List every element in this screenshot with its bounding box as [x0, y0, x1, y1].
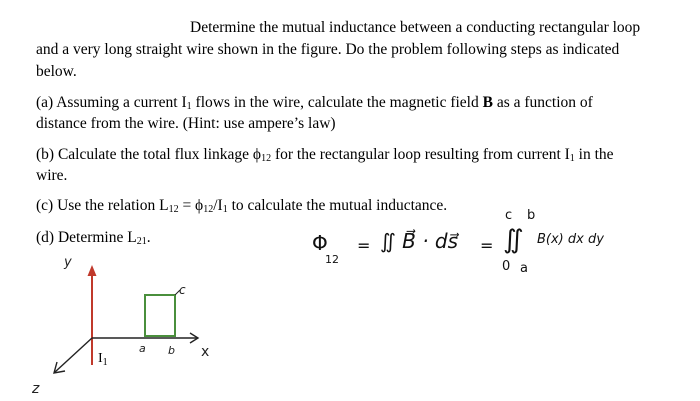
part-c-sub-1: 12: [168, 204, 179, 215]
wire-current-label: [98, 351, 108, 368]
part-b-suffix: for the rectangular loop resulting from current I: [271, 146, 570, 163]
part-b-prefix: (b) Calculate the total flux linkage ϕ: [36, 146, 262, 163]
label-a: a: [139, 342, 146, 355]
intro-text-1: Determine the mutual inductance between a conducting rectangular loop: [190, 19, 641, 36]
wire-arrow-icon: [88, 265, 97, 276]
part-a-suffix: as a function of: [492, 94, 593, 111]
y-axis-label: y: [64, 255, 72, 270]
x-axis-label: x: [201, 344, 210, 360]
part-a-bold-b: B: [482, 94, 493, 111]
z-axis-line: [55, 338, 92, 372]
part-c-prefix: (c) Use the relation L: [36, 197, 169, 214]
phi-subscript: 12: [325, 253, 339, 266]
part-b-end: in the: [574, 146, 614, 163]
equals-sign-1: =: [357, 236, 371, 255]
intro-text-3: below.: [36, 63, 77, 80]
phi-symbol: Φ: [312, 231, 328, 255]
upper-limit-c: c: [505, 208, 513, 223]
part-a-subscript: 1: [186, 101, 192, 112]
integrand-expression: B(x) dx dy: [537, 232, 604, 247]
label-b: b: [168, 344, 175, 357]
part-d-prefix: (d) Determine L: [36, 229, 137, 246]
upper-limit-b: b: [527, 208, 536, 223]
part-a-prefix: (a) Assuming a current I: [36, 94, 187, 111]
part-c-sub-2: 12: [203, 204, 214, 215]
double-integral-sign: ∬: [503, 225, 524, 255]
wire-current-I: I: [98, 351, 103, 366]
lower-limit-a: a: [520, 261, 528, 276]
part-c-mid-2: /I: [213, 197, 223, 214]
wire-current-subscript: 1: [102, 357, 108, 368]
part-b-subscript: 12: [261, 153, 272, 164]
part-d-subscript: 21: [136, 236, 147, 247]
part-d-suffix: .: [146, 229, 151, 246]
z-axis-label: z: [32, 381, 40, 397]
part-a-text-2: distance from the wire. (Hint: use ampere’s law): [36, 115, 336, 132]
part-c-sub-3: 1: [222, 204, 228, 215]
part-b-subscript-2: 1: [569, 153, 575, 164]
lower-limit-0: 0: [502, 259, 511, 274]
part-a-mid: flows in the wire, calculate the magnetic field: [191, 94, 483, 111]
equals-sign-2: =: [480, 236, 494, 255]
part-c-suffix: to calculate the mutual inductance.: [227, 197, 448, 214]
part-c-mid: = ϕ: [178, 197, 204, 214]
intro-text-2: and a very long straight wire shown in the figure. Do the problem following steps as indicated: [36, 41, 620, 58]
surface-integral-expression: ∬ B⃗ · ds⃗: [380, 229, 459, 253]
label-c: c: [179, 283, 186, 297]
rectangular-loop: [145, 295, 175, 336]
part-b-text-2: wire.: [36, 167, 68, 184]
